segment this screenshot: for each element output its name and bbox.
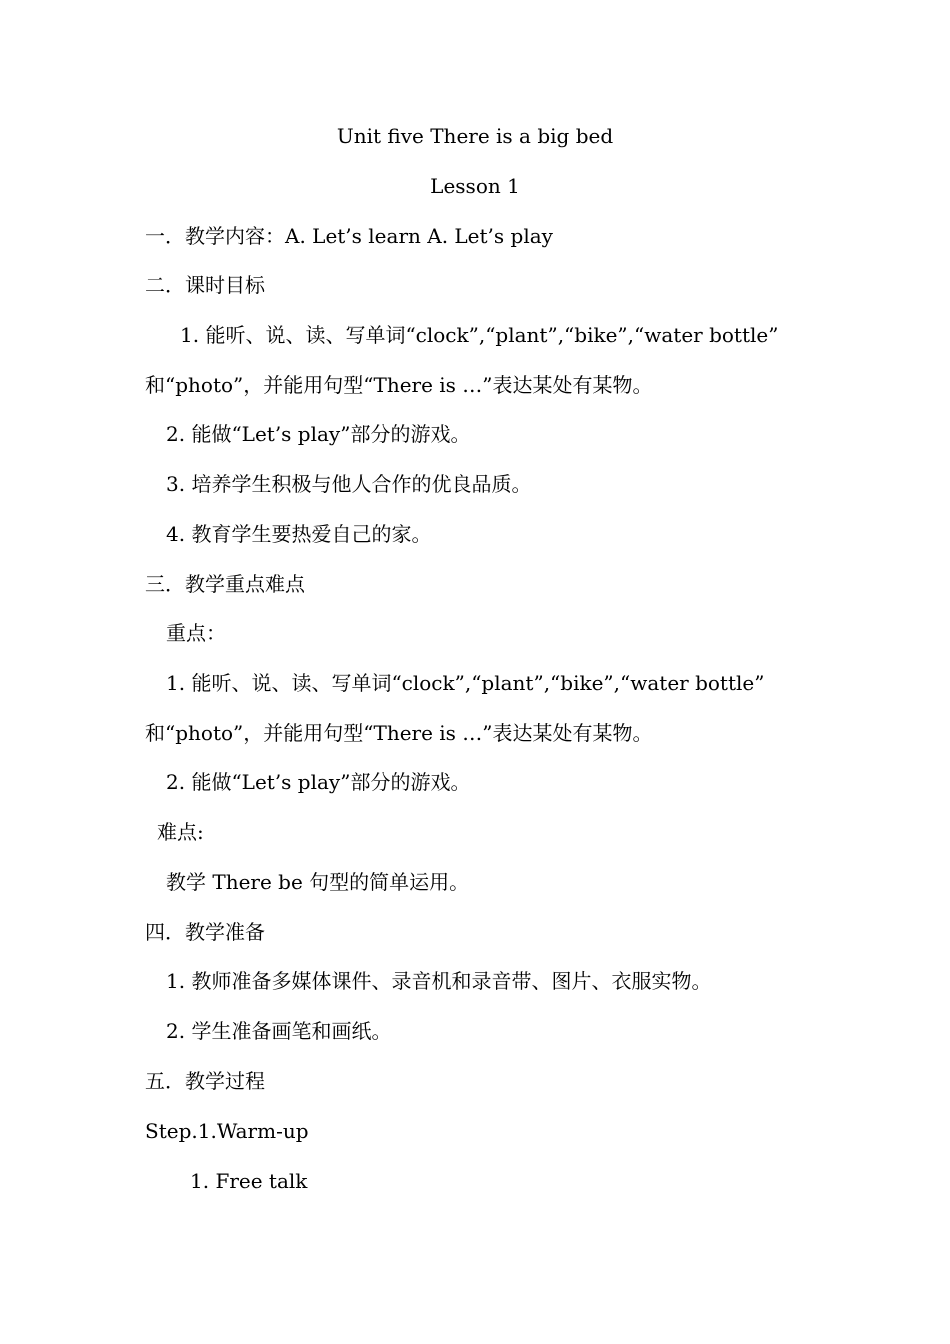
difficult-points-label: 难点: — [157, 820, 204, 844]
objective-item-3: 3. 培养学生积极与他人合作的优良品质。 — [166, 472, 532, 496]
key-points-label: 重点： — [166, 621, 226, 645]
objective-item-4: 4. 教育学生要热爱自己的家。 — [166, 522, 432, 546]
objective-item-1: 1. 能听、说、读、写单词“clock”,“plant”,“bike”,“water bottle” — [180, 323, 779, 347]
section-heading-key-points: 三．教学重点难点 — [145, 572, 305, 596]
section-heading-objectives: 二．课时目标 — [145, 273, 265, 297]
key-point-item-2: 2. 能做“Let’s play”部分的游戏。 — [166, 770, 471, 794]
section-heading-preparation: 四．教学准备 — [145, 920, 265, 944]
step-item-free-talk: 1. Free talk — [190, 1169, 308, 1193]
key-point-item-1: 1. 能听、说、读、写单词“clock”,“plant”,“bike”,“water bottle” — [166, 671, 765, 695]
step-heading-warm-up: Step.1.Warm-up — [145, 1119, 309, 1143]
objective-item-2: 2. 能做“Let’s play”部分的游戏。 — [166, 422, 471, 446]
section-heading-content: 一．教学内容：A. Let’s learn A. Let’s play — [145, 224, 553, 248]
section-heading-process: 五．教学过程 — [145, 1069, 265, 1093]
preparation-item-1: 1. 教师准备多媒体课件、录音机和录音带、图片、衣服实物。 — [166, 969, 712, 993]
objective-item-1-continued: 和“photo”，并能用句型“There is …”表达某处有某物。 — [145, 373, 653, 397]
preparation-item-2: 2. 学生准备画笔和画纸。 — [166, 1019, 392, 1043]
key-point-item-1-continued: 和“photo”，并能用句型“There is …”表达某处有某物。 — [145, 721, 653, 745]
document-title: Unit five There is a big bed — [336, 124, 614, 148]
lesson-heading: Lesson 1 — [430, 174, 520, 198]
difficult-point-item: 教学 There be 句型的简单运用。 — [166, 870, 470, 894]
